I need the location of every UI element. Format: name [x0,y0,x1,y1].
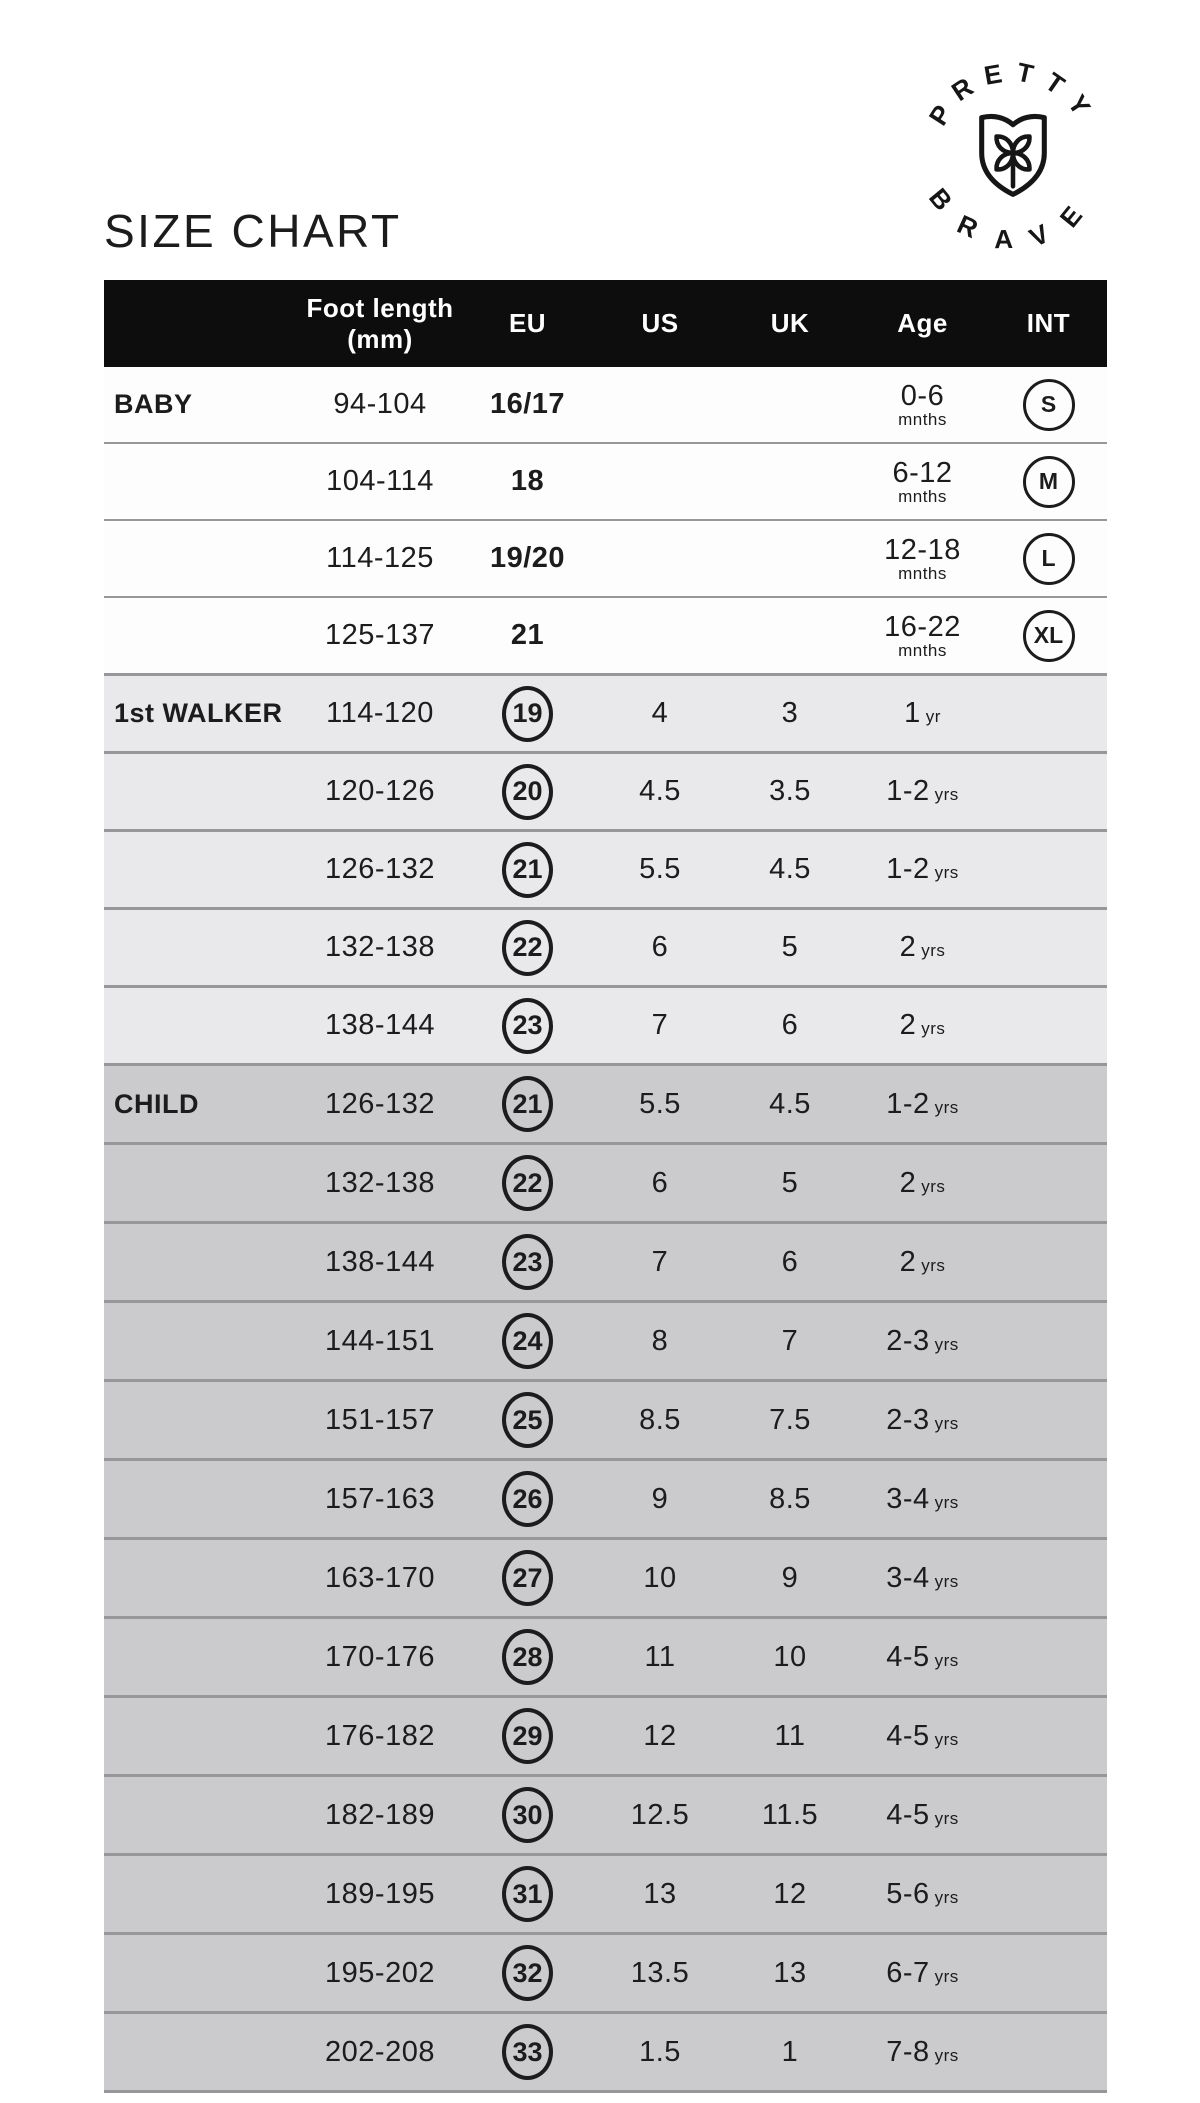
foot-length-value: 132-138 [325,931,435,963]
us-size-value: 6 [651,1166,669,1199]
header-foot-length-line2: (mm) [347,323,413,354]
age-cell [855,775,990,808]
age-value: 3-4 [886,1482,930,1515]
shield-clover-icon [982,116,1045,194]
age-stacked [855,535,990,582]
age-stacked [855,612,990,659]
header-uk: UK [770,308,810,339]
table-row [104,907,1107,985]
table-row [104,985,1107,1063]
foot-length-value: 182-189 [325,1798,435,1831]
age-value: 1-2 [886,775,930,807]
uk-size-value: 5 [781,1166,799,1199]
table-row [104,1774,1107,1853]
table-row [104,2011,1107,2090]
int-size-cell [990,533,1107,585]
age-unit: mnths [898,487,947,507]
size-chart-table [104,280,1107,2093]
brand-logo-svg [912,50,1114,260]
eu-size-cell [460,1550,595,1606]
age-unit: yr [925,707,941,726]
header-foot-length-line1: Foot length [306,292,454,323]
age-cell [855,1641,990,1674]
row-section-label: BABY [114,389,193,419]
age-unit: yrs [921,1176,946,1196]
age-cell [855,1325,990,1358]
us-size-value: 6 [651,931,669,963]
eu-size-cell [460,1787,595,1843]
eu-size-circle: 22 [502,1155,553,1211]
foot-length-value: 202-208 [325,2035,435,2068]
foot-length-value: 138-144 [325,1009,435,1041]
table-row [104,1142,1107,1221]
foot-length-value: 132-138 [325,1166,435,1199]
us-size-value: 12 [643,1719,677,1752]
header-age: Age [897,308,948,339]
uk-size-value: 13 [773,1956,807,1989]
table-row [104,751,1107,829]
eu-size-cell [460,686,595,742]
table-row [104,1537,1107,1616]
eu-size-value: 18 [510,465,545,497]
age-unit: yrs [934,785,959,804]
eu-size-cell [460,1076,595,1132]
eu-size-cell [460,842,595,898]
age-unit: yrs [934,863,959,882]
age-cell [855,381,990,428]
header-us: US [641,308,679,339]
eu-size-cell [460,542,595,575]
age-unit: yrs [934,1887,959,1907]
age-value: 16-22 [884,610,961,643]
foot-length-value: 94-104 [333,388,427,420]
age-unit: yrs [921,1019,946,1038]
eu-size-circle: 32 [502,1945,553,2001]
age-unit: yrs [921,941,946,960]
foot-length-value: 104-114 [326,465,434,497]
age-unit: yrs [934,1650,959,1670]
age-cell [855,1404,990,1437]
eu-size-circle: 30 [502,1787,553,1843]
eu-size-cell [460,465,595,498]
foot-length-value: 126-132 [325,853,435,885]
age-cell [855,1246,990,1279]
brand-logo [912,50,1114,260]
eu-size-cell [460,1313,595,1369]
eu-size-cell [460,1392,595,1448]
age-unit: yrs [934,1334,959,1354]
age-cell [855,1562,990,1595]
age-value: 2 [899,1166,917,1199]
eu-size-circle: 28 [502,1629,553,1685]
foot-length-value: 120-126 [325,775,435,807]
us-size-value: 1.5 [639,2035,681,2068]
age-cell [855,535,990,582]
eu-size-cell [460,2024,595,2080]
foot-length-value: 114-125 [326,542,434,574]
foot-length-value: 195-202 [325,1956,435,1989]
foot-length-value: 176-182 [325,1719,435,1752]
age-value: 1-2 [886,853,930,885]
header-eu: EU [508,308,547,339]
int-size-cell [990,610,1107,662]
page-title: SIZE CHART [104,205,402,257]
us-size-value: 11 [644,1640,676,1673]
age-value: 4-5 [886,1719,930,1752]
us-size-value: 9 [651,1482,669,1515]
age-stacked [855,381,990,428]
uk-size-value: 10 [773,1640,807,1673]
table-row [104,1616,1107,1695]
logo-arc-top-text: PRETTY [922,56,1104,131]
us-size-value: 13 [643,1877,677,1910]
eu-size-cell [460,1945,595,2001]
age-cell [855,1878,990,1911]
table-body [104,367,1107,2090]
uk-size-value: 7 [781,1324,799,1357]
eu-size-cell [460,1155,595,1211]
age-cell [855,458,990,505]
age-unit: mnths [898,564,947,584]
foot-length-value: 125-137 [325,619,435,651]
uk-size-value: 4.5 [769,853,811,885]
eu-size-cell [460,1866,595,1922]
foot-length-value: 170-176 [325,1640,435,1673]
age-value: 7-8 [886,2035,930,2068]
age-value: 6-7 [886,1956,930,1989]
eu-size-value: 21 [510,619,545,651]
eu-size-circle: 20 [502,764,553,820]
age-value: 2-3 [886,1403,930,1436]
age-value: 4-5 [886,1798,930,1831]
us-size-value: 5.5 [639,1087,681,1120]
us-size-value: 8.5 [639,1403,681,1436]
age-value: 0-6 [900,379,945,412]
row-section-label: 1st WALKER [114,698,283,728]
uk-size-value: 6 [781,1245,799,1278]
us-size-value: 12.5 [630,1798,690,1831]
age-cell [855,1088,990,1121]
eu-size-circle: 33 [502,2024,553,2080]
table-header-row [104,280,1107,367]
header-foot-length [300,293,460,354]
age-value: 6-12 [892,456,953,489]
foot-length-value: 144-151 [325,1324,435,1357]
uk-size-value: 11.5 [761,1798,819,1831]
eu-size-circle: 19 [502,686,553,742]
eu-size-circle: 21 [502,1076,553,1132]
uk-size-value: 1 [781,2035,799,2068]
eu-size-circle: 21 [502,842,553,898]
int-size-cell [990,456,1107,508]
eu-size-value: 16/17 [489,388,566,420]
us-size-value: 7 [651,1245,669,1278]
uk-size-value: 8.5 [769,1482,811,1515]
foot-length-value: 151-157 [325,1403,435,1436]
age-unit: yrs [934,1413,959,1433]
row-section-label: CHILD [114,1088,199,1119]
int-size-cell [990,379,1107,431]
age-unit: mnths [898,641,947,661]
eu-size-circle: 23 [502,1234,553,1290]
eu-size-circle: 27 [502,1550,553,1606]
age-unit: yrs [934,1729,959,1749]
age-unit: yrs [934,2045,959,2065]
age-unit: yrs [934,1966,959,1986]
table-row [104,367,1107,442]
eu-size-circle: 26 [502,1471,553,1527]
int-size-circle: L [1023,533,1075,585]
eu-size-value: 19/20 [489,542,566,574]
age-stacked [855,458,990,505]
header-int: INT [1026,308,1071,339]
table-row [104,1221,1107,1300]
foot-length-value: 189-195 [325,1877,435,1910]
age-cell [855,612,990,659]
age-unit: yrs [934,1808,959,1828]
foot-length-value: 157-163 [325,1482,435,1515]
eu-size-circle: 29 [502,1708,553,1764]
age-cell [855,697,990,730]
uk-size-value: 11 [774,1719,806,1752]
age-cell [855,931,990,964]
eu-size-circle: 22 [502,920,553,976]
us-size-value: 13.5 [630,1956,690,1989]
table-row [104,596,1107,673]
age-unit: mnths [898,410,947,430]
eu-size-cell [460,920,595,976]
age-unit: yrs [921,1255,946,1275]
age-cell [855,1483,990,1516]
us-size-value: 10 [643,1561,677,1594]
logo-arc-top [923,56,1103,130]
eu-size-circle: 31 [502,1866,553,1922]
table-row [104,442,1107,519]
eu-size-cell [460,764,595,820]
table-row [104,1695,1107,1774]
foot-length-value: 138-144 [325,1245,435,1278]
eu-size-circle: 25 [502,1392,553,1448]
age-unit: yrs [934,1571,959,1591]
age-cell [855,1799,990,1832]
eu-size-cell [460,998,595,1054]
table-row [104,829,1107,907]
us-size-value: 4 [651,697,669,729]
int-size-circle: M [1023,456,1075,508]
age-cell [855,2036,990,2069]
us-size-value: 4.5 [639,775,681,807]
age-value: 2 [899,931,917,963]
eu-size-circle: 24 [502,1313,553,1369]
age-value: 2 [899,1245,917,1278]
foot-length-value: 114-120 [326,697,434,729]
age-cell [855,853,990,886]
uk-size-value: 3.5 [769,775,811,807]
eu-size-cell [460,1471,595,1527]
table-row [104,1379,1107,1458]
age-value: 3-4 [886,1561,930,1594]
age-value: 4-5 [886,1640,930,1673]
eu-size-cell [460,1629,595,1685]
age-value: 5-6 [886,1877,930,1910]
uk-size-value: 6 [781,1009,799,1041]
age-cell [855,1957,990,1990]
foot-length-value: 163-170 [325,1561,435,1594]
age-cell [855,1009,990,1042]
age-cell [855,1167,990,1200]
eu-size-cell [460,1234,595,1290]
age-value: 2 [899,1009,917,1041]
foot-length-value: 126-132 [325,1087,435,1120]
age-cell [855,1720,990,1753]
uk-size-value: 5 [781,931,799,963]
eu-size-cell [460,1708,595,1764]
int-size-circle: S [1023,379,1075,431]
age-value: 1 [904,697,921,729]
us-size-value: 7 [651,1009,669,1041]
table-row [104,1300,1107,1379]
table-row [104,519,1107,596]
table-row [104,1932,1107,2011]
eu-size-cell [460,388,595,421]
eu-size-circle: 23 [502,998,553,1054]
table-row [104,673,1107,751]
us-size-value: 8 [651,1324,669,1357]
us-size-value: 5.5 [639,853,681,885]
logo-arc-bottom-text: BRAVE [923,182,1103,255]
uk-size-value: 12 [773,1877,807,1910]
int-size-circle: XL [1023,610,1075,662]
age-unit: yrs [934,1492,959,1512]
table-row [104,1458,1107,1537]
eu-size-cell [460,619,595,652]
table-row [104,1853,1107,1932]
age-value: 12-18 [884,533,961,566]
uk-size-value: 9 [781,1561,799,1594]
table-row [104,1063,1107,1142]
uk-size-value: 7.5 [769,1403,811,1436]
age-unit: yrs [934,1097,959,1117]
age-value: 2-3 [886,1324,930,1357]
age-value: 1-2 [886,1087,930,1120]
uk-size-value: 3 [781,697,799,729]
uk-size-value: 4.5 [769,1087,811,1120]
